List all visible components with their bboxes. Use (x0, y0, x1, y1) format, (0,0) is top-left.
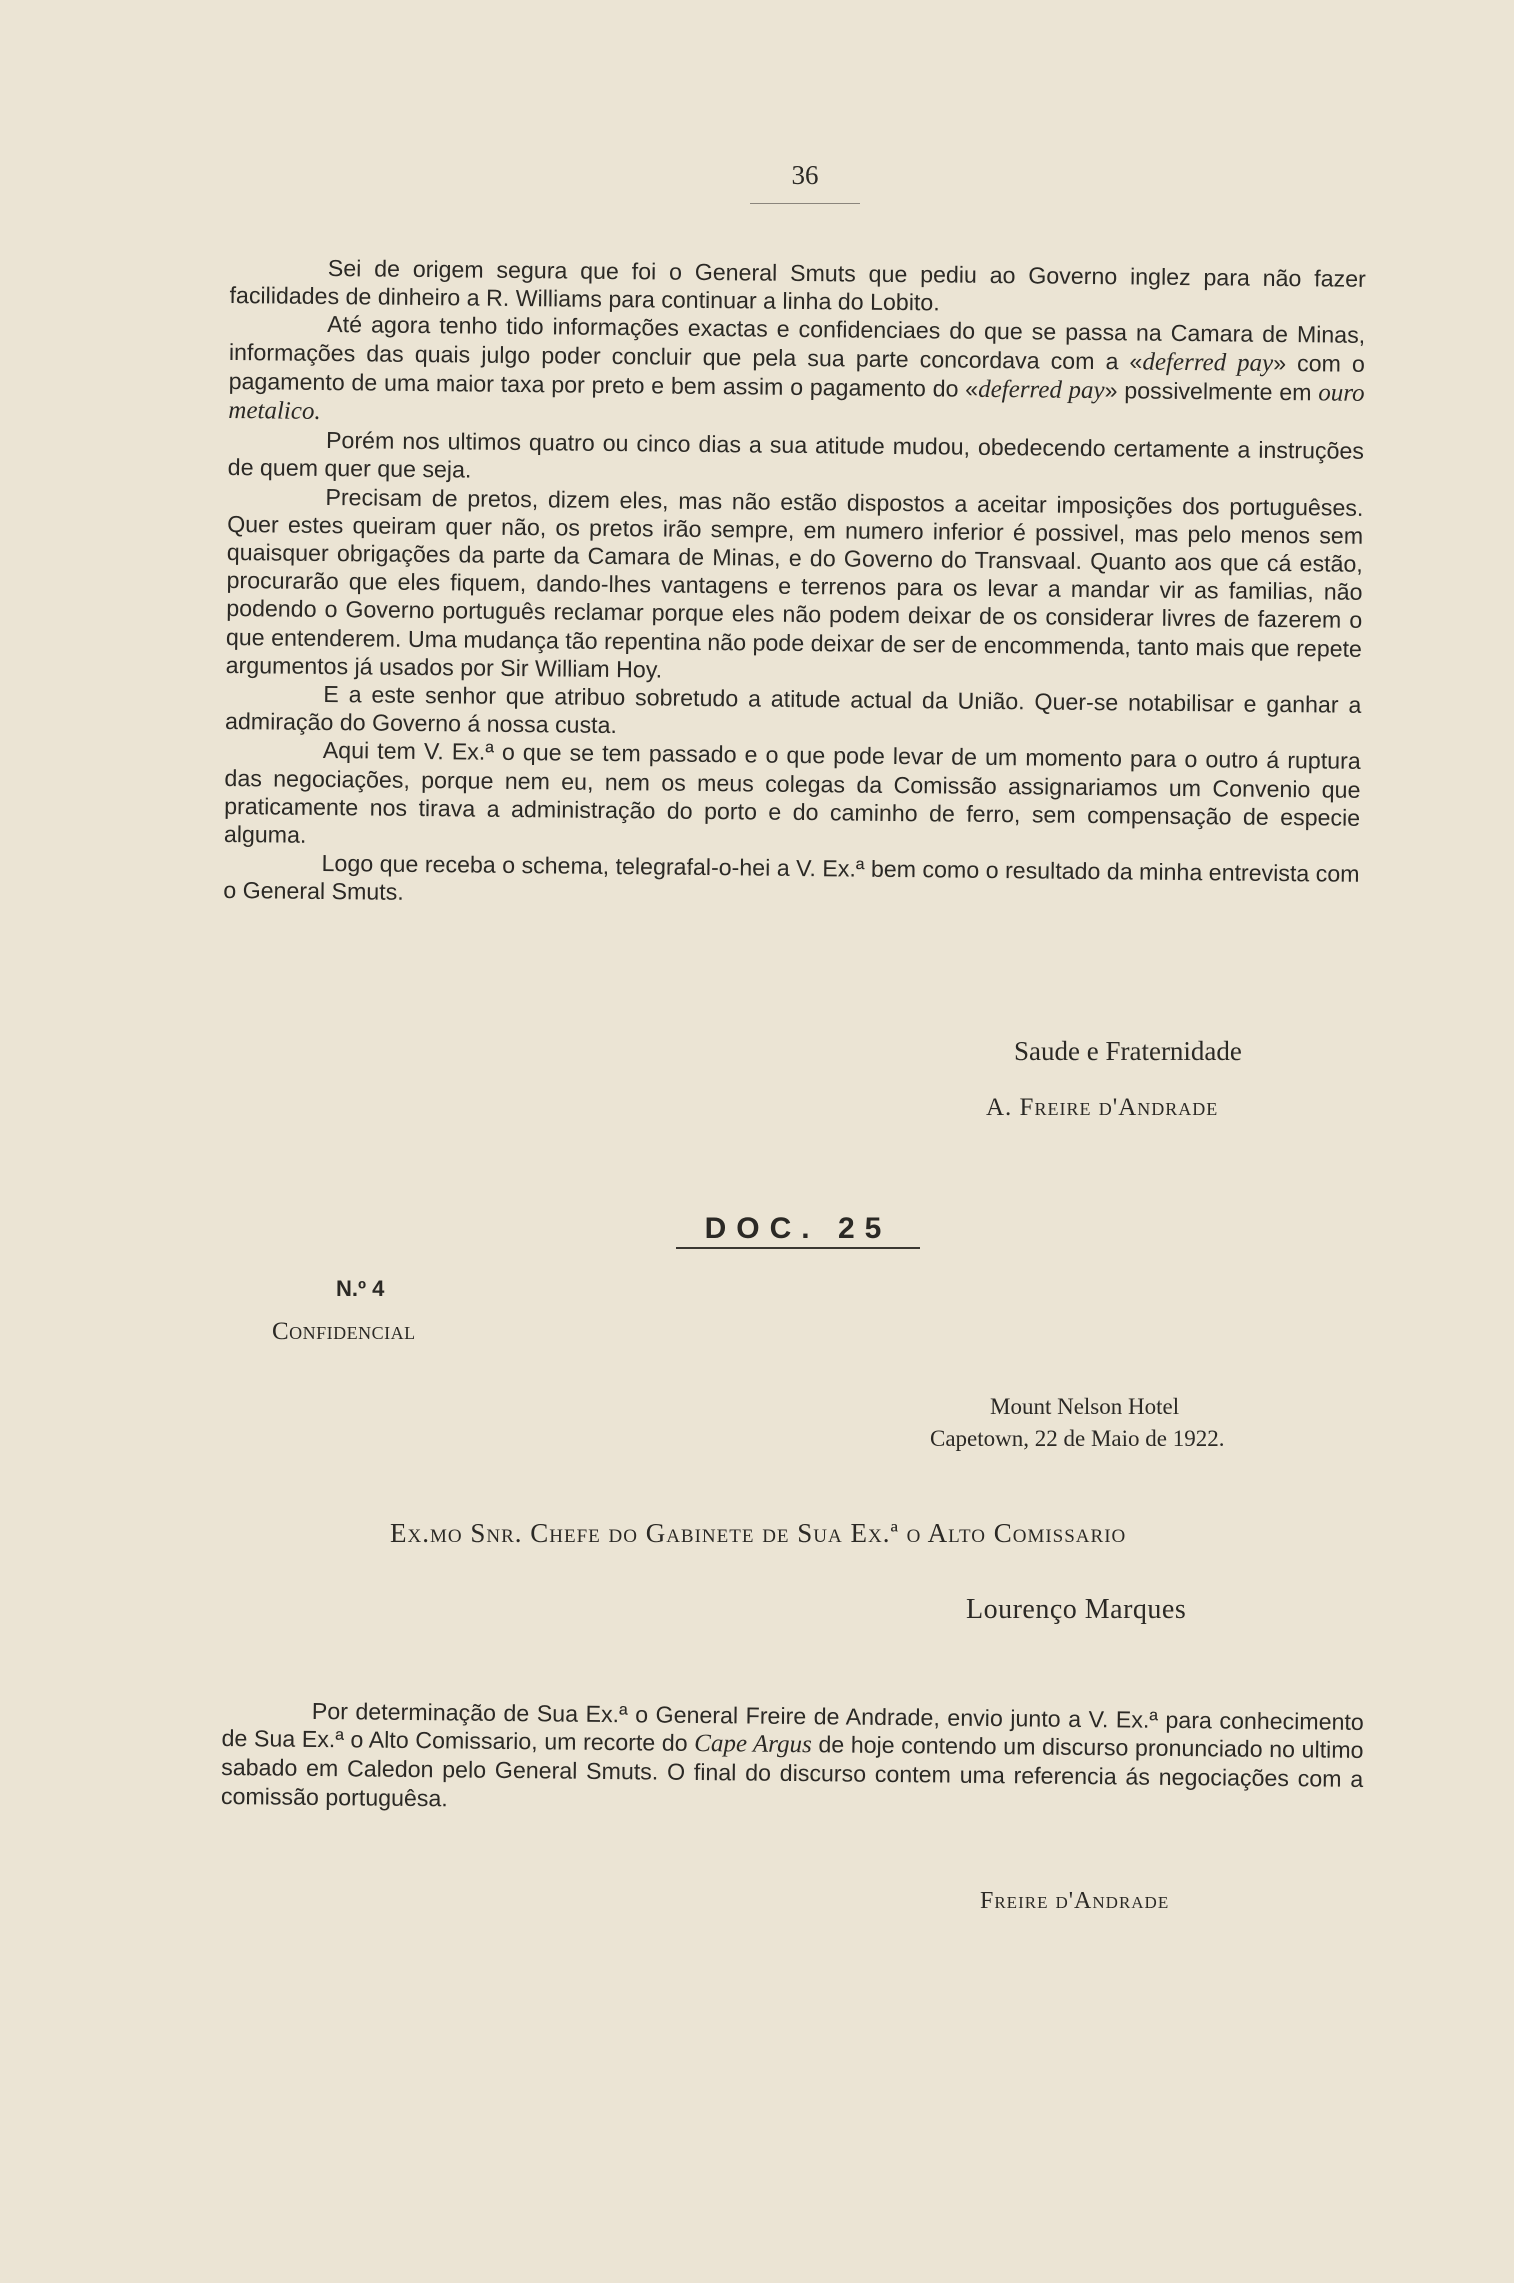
document-heading: DOC. 25 (704, 1212, 892, 1245)
text-segment: » com o pagamento de uma maior taxa por preto e bem assim o pagamento do « (228, 349, 1366, 402)
italic-text: ouro metalico. (228, 379, 1365, 425)
text-segment: Precisam de pretos, dizem eles, mas não estão dispostos a aceitar imposições dos portuguêses. Quer estes queiram quer não, os pretos irão sempre, em numero inferior é possivel, mas pelo menos sem quaisquer obrigações da parte da Camara de Minas, e do Governo do Transvaal. Quanto aos que cá estão, procurarão que eles fiquem, dando-lhes vantagens e terrenos para os levar a mandar vir as familias, não podendo o Governo português reclamar porque eles não podem deixar de os considerar livres de fazerem o que entenderem. Uma mudança tão repentina não pode deixar de ser de encommenda, tanto mais que repete argumentos já usados por Sir William Hoy. (225, 483, 1364, 683)
address-place: Lourenço Marques (966, 1594, 1187, 1625)
italic-text: Cape Argus (694, 1730, 812, 1759)
letter-signature: A. Freire d'Andrade (986, 1094, 1219, 1121)
paragraph (228, 309, 1365, 437)
paragraph (223, 848, 1360, 916)
document-heading-rule (676, 1247, 920, 1249)
text-segment: Sei de origem segura que foi o General Smuts que pediu ao Governo inglez para não fazer facilidades de dinheiro a R. Williams para continuar a linha do Lobito. (229, 255, 1366, 316)
italic-text: deferred pay (978, 375, 1105, 404)
paragraph (224, 735, 1361, 860)
paragraph (226, 482, 1364, 691)
text-segment: Aqui tem V. Ex.ª o que se tem passado e o que pode levar de um momento para o outro á ruptura das negociações, porque nem eu, nem os meus colegas da Comissão assignariamos um Convenio que praticamente nos tirava a administração do porto e do caminho de ferro, sem compensação de especie alguma. (223, 737, 1361, 848)
text-segment: Por determinação de Sua Ex.ª o General Freire de Andrade, envio junto a V. Ex.ª para conhecimento de Sua Ex.ª o Alto Comissario, um recorte do (221, 1697, 1364, 1757)
text-segment: Até agora tenho tido informações exactas e confidenciaes do que se passa na Camara de Minas, informações das quais julgo poder concluir que pela sua parte concordava com a « (228, 311, 1366, 375)
letter-closing: Saude e Fraternidade (1014, 1036, 1242, 1066)
text-segment: de hoje contendo um discurso pronunciado no ultimo sabado em Caledon pelo General Smuts. O final do discurso contem uma referencia ás negociações com a comissão portuguêsa. (220, 1731, 1364, 1811)
document-classification: Confidencial (272, 1318, 416, 1345)
place-date: Capetown, 22 de Maio de 1922. (930, 1426, 1225, 1451)
sender-hotel: Mount Nelson Hotel (990, 1394, 1180, 1419)
document-signature: Freire d'Andrade (980, 1888, 1170, 1914)
italic-text: deferred pay (1142, 348, 1274, 377)
document-body (221, 1696, 1364, 1822)
letter-body (223, 253, 1366, 917)
text-segment: E a este senhor que atribuo sobretudo a atitude actual da União. Quer-se notabilisar e ganhar a admiração do Governo á nossa custa. (224, 681, 1362, 739)
page-number: 36 (791, 160, 819, 190)
paragraph (221, 1696, 1364, 1822)
text-segment: » possivelmente em (1104, 376, 1319, 406)
page-number-rule (750, 203, 860, 204)
document-number: N.º 4 (336, 1276, 385, 1301)
text-segment: Logo que receba o schema, telegrafal-o-hei a V. Ex.ª bem como o resultado da minha entrevista com o General Smuts. (223, 850, 1360, 906)
addressee: Ex.mo Snr. Chefe do Gabinete de Sua Ex.ª o Alto Comissario (390, 1518, 1127, 1548)
text-segment: Porém nos ultimos quatro ou cinco dias a sua atitude mudou, obedecendo certamente a instruções de quem quer que seja. (227, 427, 1365, 483)
